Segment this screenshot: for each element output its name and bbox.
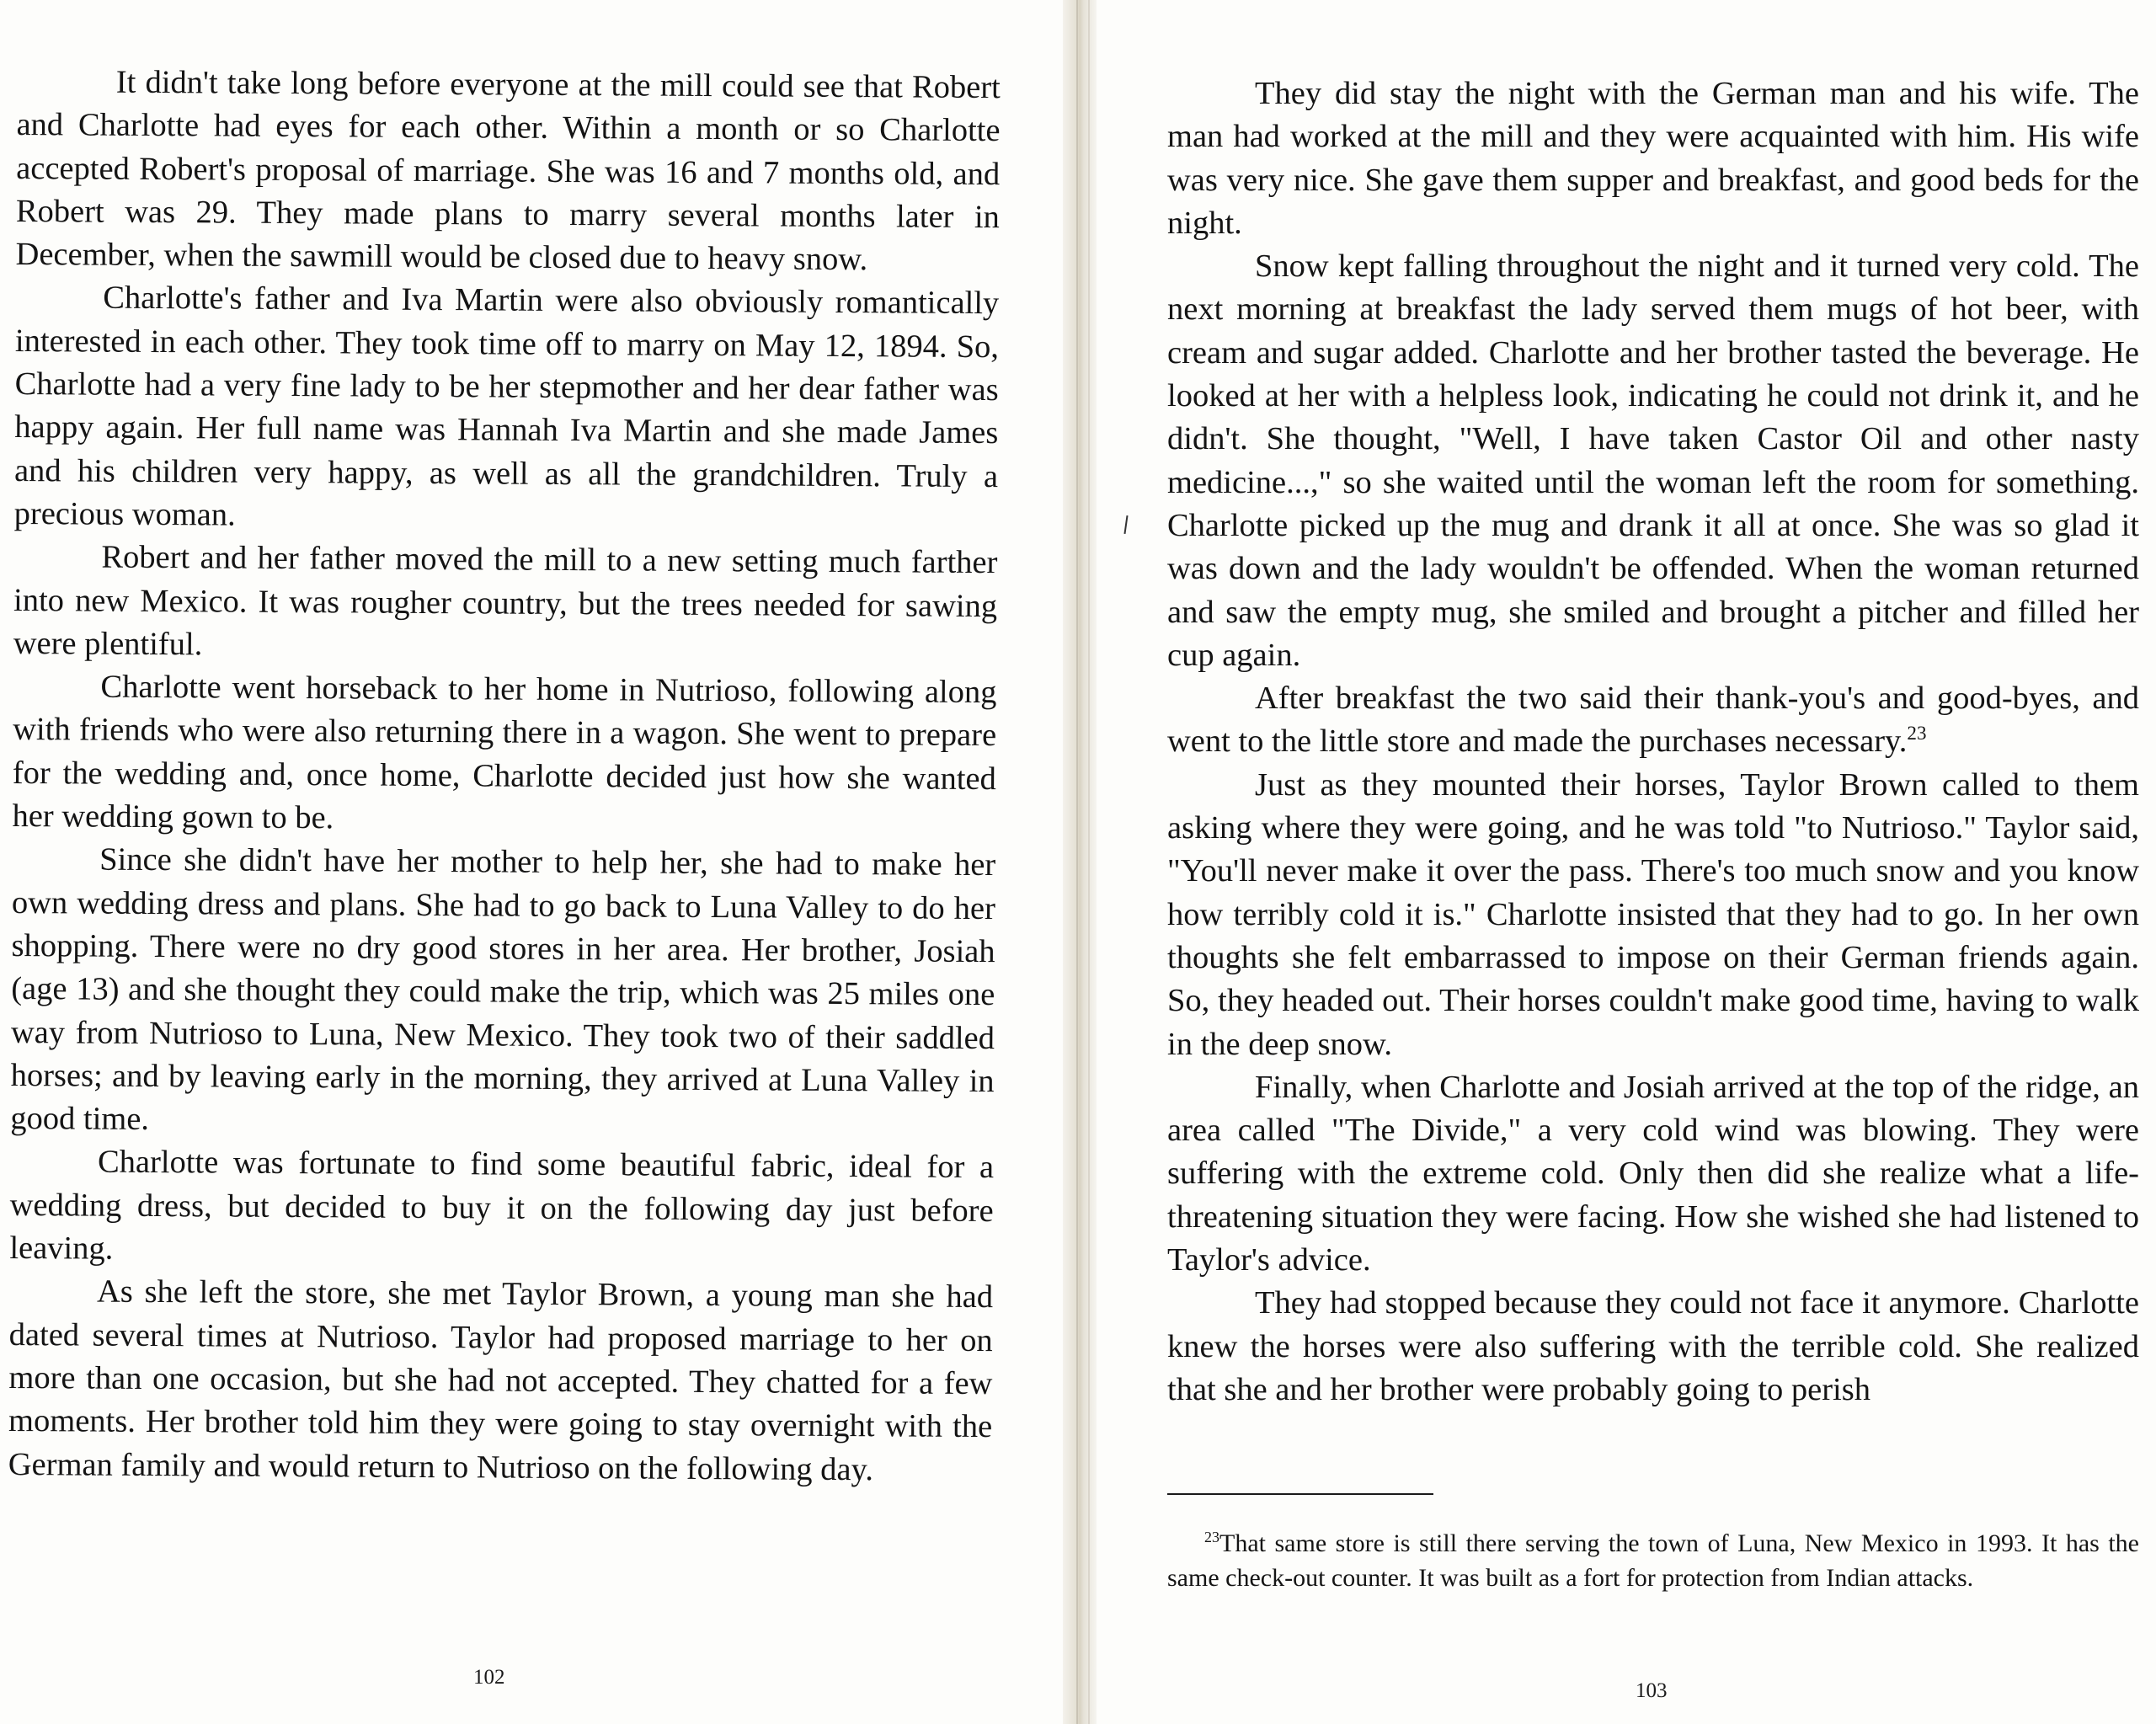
- paragraph: They did stay the night with the German man and his wife. The man had worked at the mill and they were acquainted with him. His wife was very nice. She gave them supper and breakfast, and good beds for the night.: [1167, 76, 2139, 241]
- paragraph: [1167, 677, 2139, 764]
- paragraph: Charlotte went horseback to her home in Nutrioso, following along with friends who were also returning there in a wagon. She went to prepare for the wedding and, once home, Charlotte decided just how she wanted her wedding gown to be.: [12, 669, 997, 836]
- gutter-fold-line: [1088, 0, 1090, 1724]
- paragraph: Finally, when Charlotte and Josiah arrived at the top of the ridge, an area called "The Divide," a very cold wind was blowing. They were suffering with the extreme cold. Only then did she realize what a life-threatening situation they were facing. How she wished she had listened to Taylor's advice.: [1167, 1069, 2139, 1278]
- paragraph-text: After breakfast the two said their thank-you's and good-byes, and went to the little store and made the purchases necessary.: [1167, 681, 2139, 760]
- paragraph: Just as they mounted their horses, Taylor Brown called to them asking where they were going, and he was told "to Nutrioso." Taylor said, "You'll never make it over the pass. There's too much snow and you know how terribly cold it is." Charlotte insisted that they had to go. In her own thoughts she felt embarrassed to impose on their German friends again. So, they headed out. Their horses couldn't make good time, having to walk in the deep snow.: [1167, 766, 2139, 1062]
- paragraph: As she left the store, she met Taylor Brown, a young man she had dated several times at Nutrioso. Taylor had proposed marriage to her on more than one occasion, but she had not accepted. They chatted for a few moments. Her brother told him they were going to stay overnight with the German family and would return to Nutrioso on the following day.: [8, 1273, 994, 1487]
- footnote-rule: [1167, 1493, 1433, 1495]
- left-page: [0, 0, 1063, 1724]
- paragraph: Charlotte's father and Iva Martin were also obviously romantically interested in each other. They took time off to marry on May 12, 1894. So, Charlotte had a very fine lady to be her stepmother and her dear father was happy again. Her full name was Hannah Iva Martin and she made James and his children very happy, as well as all the grandchildren. Truly a precious woman.: [13, 280, 1000, 533]
- paragraph: Charlotte was fortunate to find some beautiful fabric, ideal for a wedding dress, but decided to buy it on the following day just before leaving.: [9, 1145, 995, 1267]
- footnote-marker: 23: [1204, 1529, 1219, 1545]
- footnote-text: That same store is still there serving the town of Luna, New Mexico in 1993. It has the same check-out counter. It was built as a fort for protection from Indian attacks.: [1167, 1529, 2139, 1592]
- paragraph: Snow kept falling throughout the night and it turned very cold. The next morning at breakfast the lady served them mugs of hot beer, with cream and sugar added. Charlotte and her brother tasted the beverage. He looked at her with a helpless look, indicating he could not drink it, and he didn't. She thought, "Well, I have taken Castor Oil and other nasty medicine...," so she waited until the woman left the room for something. Charlotte picked up the mug and drank it all at once. She was so glad it was down and the lady wouldn't be offended. When the woman returned and saw the empty mug, she smiled and brought a pitcher and filled her cup again.: [1167, 248, 2139, 673]
- footnote-reference: 23: [1907, 722, 1927, 745]
- right-page: [1097, 0, 2156, 1724]
- paragraph: Since she didn't have her mother to help her, she had to make her own wedding dress and plans. She had to go back to Luna Valley to do her shopping. There were no dry good stores in her area. Her brother, Josiah (age 13) and she thought they could make the trip, which was 25 miles one way from Nutrioso to Luna, New Mexico. They took two of their saddled horses; and by leaving early in the morning, they arrived at Luna Valley in good time.: [10, 841, 996, 1138]
- footnote: [1167, 1526, 2139, 1595]
- paragraph: It didn't take long before everyone at the mill could see that Robert and Charlotte had eyes for each other. Within a month or so Charlotte accepted Robert's proposal of marriage. She was 16 and 7 months old, and Robert was 29. They made plans to marry several months later in December, when the sawmill would be closed due to heavy snow.: [15, 64, 1001, 278]
- page-number: 103: [1636, 1679, 1668, 1702]
- book-gutter: [1063, 0, 1097, 1724]
- gutter-fold-line: [1076, 0, 1078, 1724]
- right-page-body: [1167, 72, 2139, 1412]
- paragraph: Robert and her father moved the mill to a new setting much farther into new Mexico. It was rougher country, but the trees needed for sawing were plentiful.: [13, 539, 998, 663]
- left-page-body: [8, 61, 1001, 1492]
- page-number: 102: [473, 1666, 505, 1689]
- paragraph: They had stopped because they could not face it anymore. Charlotte knew the horses were also suffering with the terrible cold. She realized that she and her brother were probably going to perish: [1167, 1285, 2139, 1407]
